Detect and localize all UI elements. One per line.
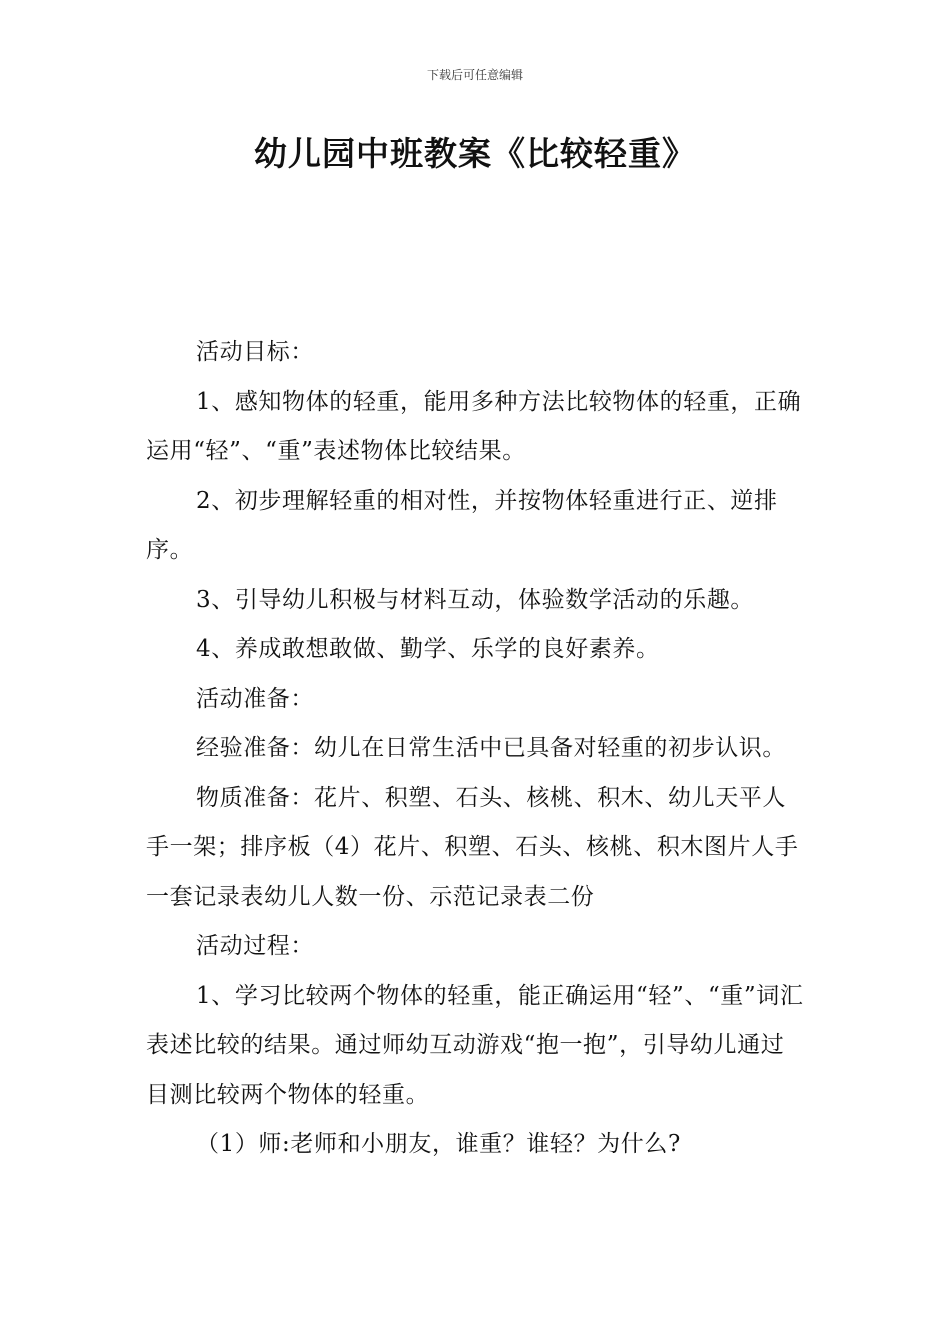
- experience-preparation: 经验准备：幼儿在日常生活中已具备对轻重的初步认识。: [196, 735, 786, 761]
- document-title: 幼儿园中班教案《比较轻重》: [254, 134, 696, 173]
- material-preparation: 物质准备：花片、积塑、石头、核桃、积木、幼儿天平人手一架；排序板（4）花片、积塑、石头、核桃、积木图片人手一套记录表幼儿人数一份、示范记录表二份: [146, 784, 799, 910]
- document-body: [146, 328, 806, 1170]
- section-heading-process: 活动过程：: [196, 933, 314, 959]
- goal-item-2: 2、初步理解轻重的相对性，并按物体轻重进行正、逆排序。: [146, 487, 778, 563]
- section-heading-goals: 活动目标：: [196, 339, 314, 365]
- process-step-1: 1、学习比较两个物体的轻重，能正确运用“轻”、“重”词汇表述比较的结果。通过师幼互动游戏“抱一抱”，引导幼儿通过目测比较两个物体的轻重。: [146, 982, 804, 1108]
- goal-item-4: 4、养成敢想敢做、勤学、乐学的良好素养。: [196, 636, 660, 662]
- header-note: 下载后可任意编辑: [426, 68, 523, 82]
- section-heading-preparation: 活动准备：: [196, 685, 314, 712]
- goal-item-3: 3、引导幼儿积极与材料互动，体验数学活动的乐趣。: [196, 586, 755, 613]
- goal-item-1: 1、感知物体的轻重，能用多种方法比较物体的轻重，正确运用“轻”、“重”表述物体比较结果。: [146, 388, 802, 464]
- process-step-1-sub-1: （1）师:老师和小朋友，谁重？谁轻？为什么?: [196, 1131, 681, 1157]
